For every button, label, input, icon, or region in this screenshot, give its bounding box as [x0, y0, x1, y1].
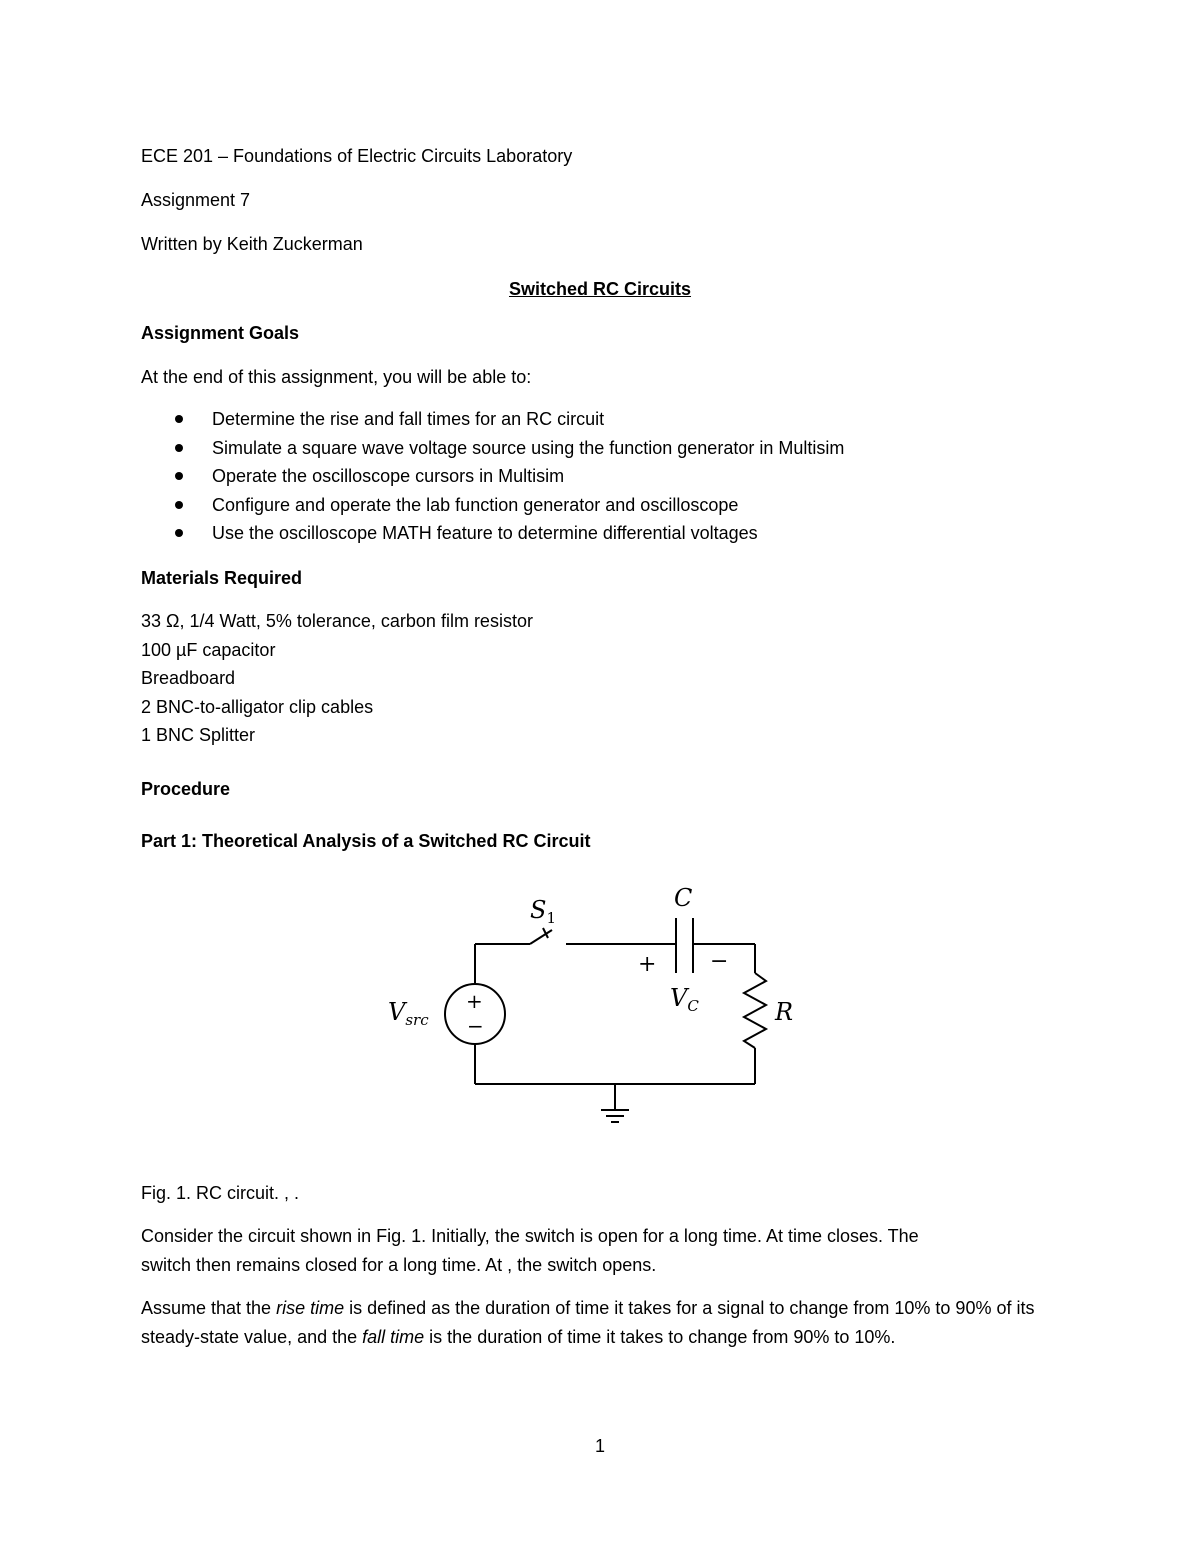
part1-heading: Part 1: Theoretical Analysis of a Switched RC Circuit — [141, 831, 591, 851]
switch-label: $S_1$ — [530, 896, 556, 927]
bullet-icon — [175, 501, 183, 509]
list-item: Configure and operate the lab function generator and oscilloscope — [172, 493, 844, 522]
source-minus-sign: − — [467, 1014, 484, 1038]
bullet-icon — [175, 415, 183, 423]
source-label: $V_{src}$ — [388, 998, 429, 1029]
capacitor-plus-sign: + — [638, 952, 657, 977]
bullet-icon — [175, 529, 183, 537]
goals-list — [172, 407, 844, 550]
list-item: Determine the rise and fall times for an RC circuit — [172, 407, 844, 436]
materials-heading: Materials Required — [141, 568, 303, 588]
bullet-icon — [175, 444, 183, 452]
rc-circuit-diagram — [380, 878, 820, 1128]
list-item: 1 BNC Splitter — [141, 725, 256, 745]
materials-list — [141, 609, 533, 752]
list-item: 33 Ω, 1/4 Watt, 5% tolerance, carbon film resistor — [141, 611, 533, 631]
switch-blade — [530, 930, 552, 944]
assignment-number: Assignment 7 — [141, 190, 251, 210]
vc-label: $V_C$ — [670, 984, 699, 1015]
resistor-zigzag — [744, 973, 766, 1048]
goals-heading: Assignment Goals — [141, 323, 300, 343]
capacitor-label: C — [674, 884, 693, 912]
list-item: 2 BNC-to-alligator clip cables — [141, 696, 374, 717]
procedure-heading: Procedure — [141, 779, 231, 799]
course-title: ECE 201 – Foundations of Electric Circuits Laboratory — [141, 146, 573, 166]
bullet-icon — [175, 472, 183, 480]
list-item: Operate the oscilloscope cursors in Multisim — [172, 464, 844, 493]
list-item: 100 µF capacitor — [141, 639, 276, 660]
page-number: 1 — [594, 1436, 605, 1456]
list-item: Use the oscilloscope MATH feature to determine differential voltages — [172, 521, 844, 550]
list-item: Simulate a square wave voltage source using the function generator in Multisim — [172, 436, 844, 465]
figure-caption: Fig. 1. RC circuit. , . — [141, 1183, 300, 1203]
page-title: Switched RC Circuits — [508, 279, 692, 299]
capacitor-minus-sign: − — [710, 949, 729, 974]
paragraph-1: Consider the circuit shown in Fig. 1. Initially, the switch is open for a long time. At time closes. The switch then remains closed for a long time. At , the switch opens. — [141, 1226, 919, 1275]
resistor-label: R — [775, 998, 794, 1026]
paragraph-2: Assume that the rise time is defined as the duration of time it takes for a signal to change from 10% to 90% of its steady-state value, and the fall time is the duration of time it takes to change from 90% to 10%. — [141, 1298, 1035, 1347]
goals-intro: At the end of this assignment, you will be able to: — [141, 367, 532, 387]
author-line: Written by Keith Zuckerman — [141, 234, 363, 254]
list-item: Breadboard — [141, 668, 236, 688]
source-plus-sign: + — [466, 989, 483, 1013]
